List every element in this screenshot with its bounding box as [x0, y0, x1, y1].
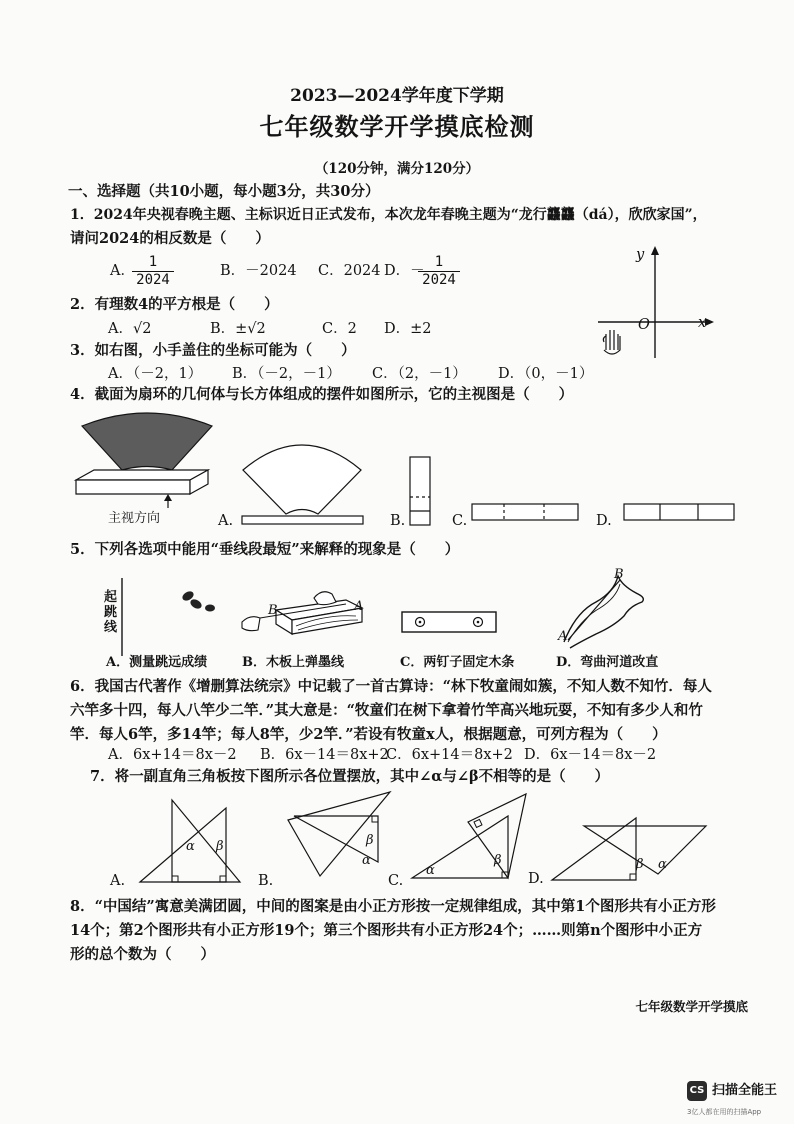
q7-option-b: B. — [258, 873, 274, 889]
q5-option-a-figure — [118, 578, 218, 658]
q4-option-b-figure — [407, 455, 437, 530]
q7-d-alpha: α — [658, 857, 667, 872]
q7-a-beta: β — [216, 839, 224, 854]
q7-b-beta: β — [366, 833, 374, 848]
q6-option-b: B．6x－14＝8x+2 — [260, 747, 389, 763]
q8-line3: 形的总个数为（ ） — [70, 946, 215, 963]
q7-b-alpha: α — [362, 853, 371, 868]
q4-option-c: C. — [452, 513, 468, 529]
q4-main-figure — [72, 408, 222, 508]
q7-c-alpha: α — [426, 863, 435, 878]
q5-point-a-label: A — [354, 599, 364, 614]
q5-option-b-figure — [236, 584, 366, 644]
scanner-app-tagline: 3亿人都在用的扫描App — [687, 1108, 762, 1116]
q1-a-numerator: 1 — [148, 254, 158, 270]
q3-stem: 3．如右图，小手盖住的坐标可能为（ ） — [70, 342, 356, 359]
q1-line2: 请问2024的相反数是（ ） — [70, 230, 270, 247]
q2-stem: 2．有理数4的平方根是（ ） — [70, 296, 279, 313]
q2-option-c: C．2 — [322, 321, 357, 337]
camscanner-logo-icon: CS — [687, 1081, 707, 1101]
q6-option-d: D．6x－14＝8x－2 — [524, 747, 657, 763]
q1-option-c: C．2024 — [318, 263, 381, 279]
exam-subtitle: （120分钟，满分120分） — [314, 161, 480, 177]
q8-line2: 14个；第2个图形共有小正方形19个；第三个图形共有小正方形24个；……则第n个图形中小正方 — [70, 922, 703, 939]
y-axis-arrow-icon — [651, 246, 659, 255]
q5-option-d-figure — [556, 572, 656, 652]
q1-option-a-label: A． — [110, 263, 135, 279]
q1-option-b: B．－2024 — [220, 263, 297, 279]
q6-line1: 6．我国古代著作《增删算法统宗》中记载了一首古算诗：“林下牧童闹如簇，不知人数不知竹．每人 — [70, 678, 712, 695]
q1-d-denominator: 2024 — [418, 271, 460, 289]
q6-line2: 六竿多十四，每人八竿少二竿．”其大意是：“牧童们在树下拿着竹竿高兴地玩耍，不知有多少人和竹 — [70, 702, 703, 719]
y-axis-label: y — [636, 247, 645, 263]
q7-a-alpha: α — [186, 839, 195, 854]
q5-river-point-a: A — [558, 629, 568, 644]
q4-option-d: D. — [596, 513, 612, 529]
origin-label: O — [638, 317, 650, 333]
view-arrow-icon — [164, 494, 172, 501]
q8-line1: 8．“中国结”寓意美满团圆，中间的图案是由小正方形按一定规律组成，其中第1个图形共有小正方形 — [70, 898, 716, 915]
q5-option-b: B．木板上弹墨线 — [242, 655, 344, 670]
q7-c-beta: β — [494, 853, 502, 868]
q5-option-d: D．弯曲河道改直 — [556, 655, 659, 670]
q7-stem: 7．将一副直角三角板按下图所示各位置摆放，其中∠α与∠β不相等的是（ ） — [90, 768, 610, 785]
q7-option-d: D. — [528, 871, 544, 887]
scanner-app-name: 扫描全能王 — [712, 1083, 778, 1098]
q2-option-b: B．±√2 — [210, 321, 266, 337]
q5-option-c-figure — [400, 610, 500, 636]
q4-option-a: A. — [218, 513, 234, 529]
q3-option-c: C．（2，－1） — [372, 366, 467, 382]
q4-stem: 4．截面为扇环的几何体与长方体组成的摆件如图所示，它的主视图是（ ） — [70, 386, 574, 403]
takeoff-line-label: 起跳线 — [104, 590, 118, 635]
q6-option-c: C．6x+14＝8x+2 — [386, 747, 513, 763]
x-axis-label: x — [698, 315, 707, 331]
exam-title: 七年级数学开学摸底检测 — [259, 112, 535, 141]
x-axis-arrow-icon — [705, 318, 714, 326]
q4-option-d-figure — [622, 500, 738, 524]
q4-option-b: B. — [390, 513, 406, 529]
q1-option-a-fraction — [132, 254, 174, 289]
q5-point-b-label: B — [268, 603, 278, 618]
q1-a-denominator: 2024 — [132, 271, 174, 289]
q1-option-d-fraction — [418, 254, 460, 289]
q1-d-numerator: 1 — [434, 254, 444, 270]
q1-option-d-label: D．－ — [384, 263, 425, 279]
q3-option-d: D．（0，－1） — [498, 366, 594, 382]
coordinate-axes-figure — [590, 246, 720, 366]
q5-option-c: C．两钉子固定木条 — [400, 655, 515, 670]
exam-year: 2023—2024学年度下学期 — [290, 86, 504, 106]
q7-option-b-figure — [284, 786, 394, 882]
q6-option-a: A．6x+14＝8x－2 — [108, 747, 237, 763]
q7-option-a: A. — [110, 873, 126, 889]
sector-ring-solid — [82, 413, 212, 470]
view-direction-label: 主视方向 — [108, 511, 161, 526]
q3-option-b: B．（－2，－1） — [232, 366, 341, 382]
q1-line1: 1．2024年央视春晚主题、主标识近日正式发布，本次龙年春晚主题为“龙行龘龘（dá），欣欣家国”， — [70, 207, 707, 223]
page-footer: 七年级数学开学摸底 — [635, 999, 748, 1014]
q4-option-a-figure — [240, 450, 370, 530]
q7-option-c: C. — [388, 873, 404, 889]
hand-icon — [603, 330, 620, 354]
q5-stem: 5．下列各选项中能用“垂线段最短”来解释的现象是（ ） — [70, 541, 460, 558]
cuboid-front — [76, 480, 190, 494]
q2-option-d: D．±2 — [384, 321, 432, 337]
q5-option-a: A．测量跳远成绩 — [106, 655, 208, 670]
q2-option-a: A．√2 — [108, 321, 152, 337]
q5-river-point-b: B — [614, 567, 624, 582]
section-heading: 一、选择题（共10小题，每小题3分，共30分） — [68, 183, 380, 200]
cuboid-top — [76, 470, 208, 480]
q3-option-a: A．（－2，1） — [108, 366, 203, 382]
q6-line3: 竿．每人6竿，多14竿；每人8竿，少2竿．”若设有牧童x人，根据题意，可列方程为（ ） — [70, 726, 667, 743]
q7-d-beta: β — [636, 857, 644, 872]
q7-option-d-figure — [548, 810, 710, 886]
q4-option-c-figure — [470, 500, 582, 524]
